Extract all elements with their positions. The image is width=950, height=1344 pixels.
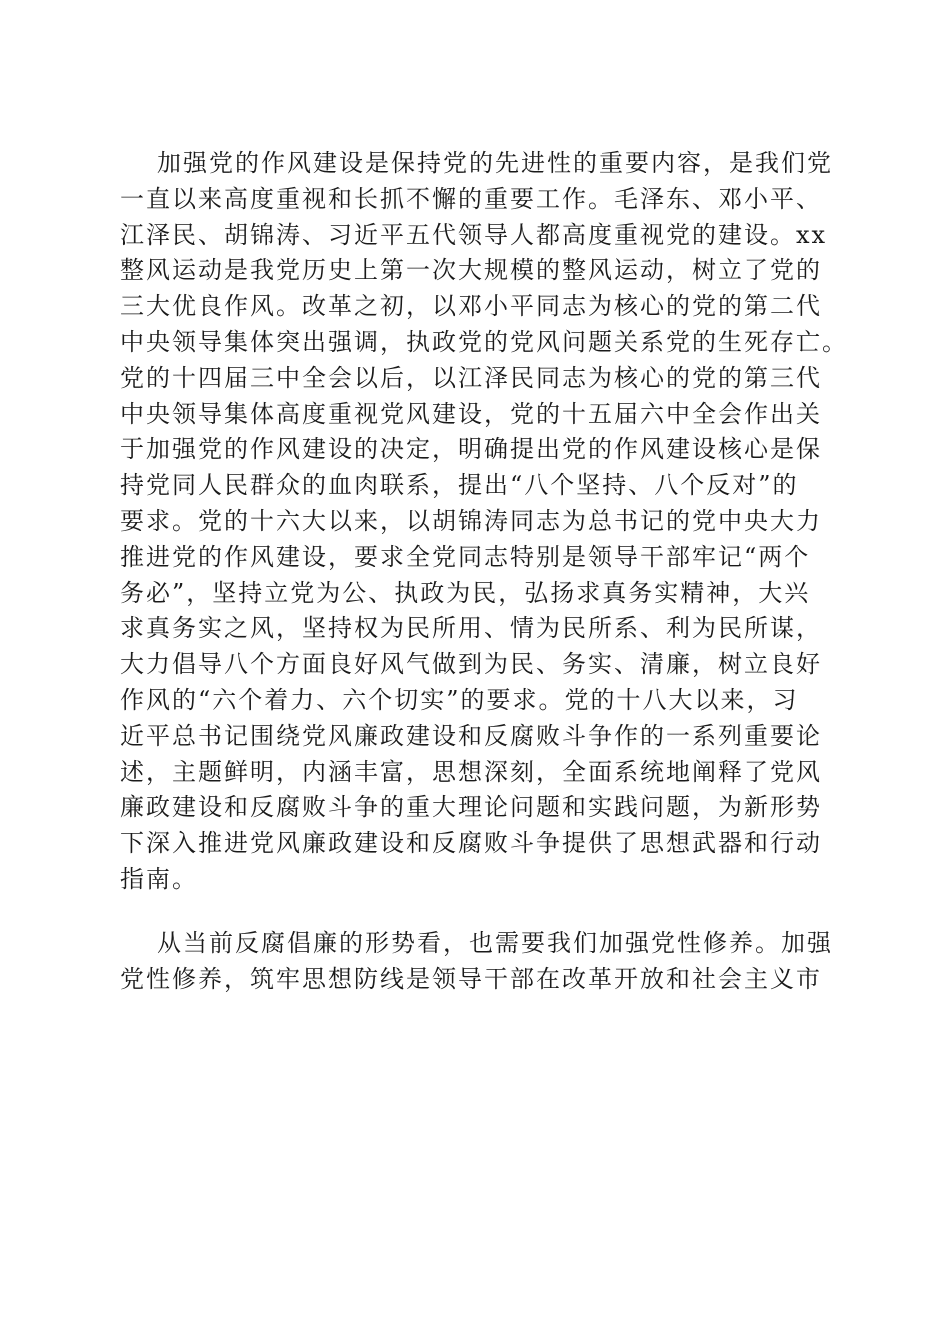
text-line: 整风运动是我党历史上第一次大规模的整风运动，树立了党的 [120,256,822,285]
text-line: 要求。党的十六大以来，以胡锦涛同志为总书记的党中央大力 [120,506,822,535]
text-line: 大力倡导八个方面良好风气做到为民、务实、清廉，树立良好 [120,650,822,679]
text-line: 近平总书记围绕党风廉政建设和反腐败斗争作的一系列重要论 [120,721,822,750]
text-line: 务必”，坚持立党为公、执政为民，弘扬求真务实精神，大兴 [120,578,811,607]
text-line: 廉政建设和反腐败斗争的重大理论问题和实践问题，为新形势 [120,793,822,822]
paragraph-1 [120,146,848,898]
text-line: 党性修养，筑牢思想防线是领导干部在改革开放和社会主义市 [120,964,822,993]
paragraph-spacing [120,898,840,926]
text-line: 于加强党的作风建设的决定，明确提出党的作风建设核心是保 [120,435,822,464]
text-line: 党的十四届三中全会以后，以江泽民同志为核心的党的第三代 [120,363,822,392]
text-line: 三大优良作风。改革之初，以邓小平同志为核心的党的第二代 [120,292,822,321]
text-line: 中央领导集体突出强调，执政党的党风问题关系党的生死存亡。 [120,327,848,356]
document-body [120,146,848,997]
text-line: 求真务实之风，坚持权为民所用、情为民所系、利为民所谋， [120,614,822,643]
text-line: 加强党的作风建设是保持党的先进性的重要内容，是我们党 [157,149,833,177]
text-line: 述，主题鲜明，内涵丰富，思想深刻，全面系统地阐释了党风 [120,757,822,786]
text-line: 一直以来高度重视和长抓不懈的重要工作。毛泽东、邓小平、 [120,184,822,213]
text-line: 江泽民、胡锦涛、习近平五代领导人都高度重视党的建设。xx [120,220,828,249]
text-line: 持党同人民群众的血肉联系，提出“八个坚持、八个反对”的 [120,471,799,500]
text-line: 下深入推进党风廉政建设和反腐败斗争提供了思想武器和行动 [120,829,822,858]
paragraph-2 [120,926,840,998]
text-line: 中央领导集体高度重视党风建设，党的十五届六中全会作出关 [120,399,822,428]
text-line: 指南。 [120,864,198,893]
text-line: 从当前反腐倡廉的形势看，也需要我们加强党性修养。加强 [157,928,833,957]
text-line: 推进党的作风建设，要求全党同志特别是领导干部牢记“两个 [120,542,811,571]
text-line: 作风的“六个着力、六个切实”的要求。党的十八大以来，习 [120,685,799,714]
